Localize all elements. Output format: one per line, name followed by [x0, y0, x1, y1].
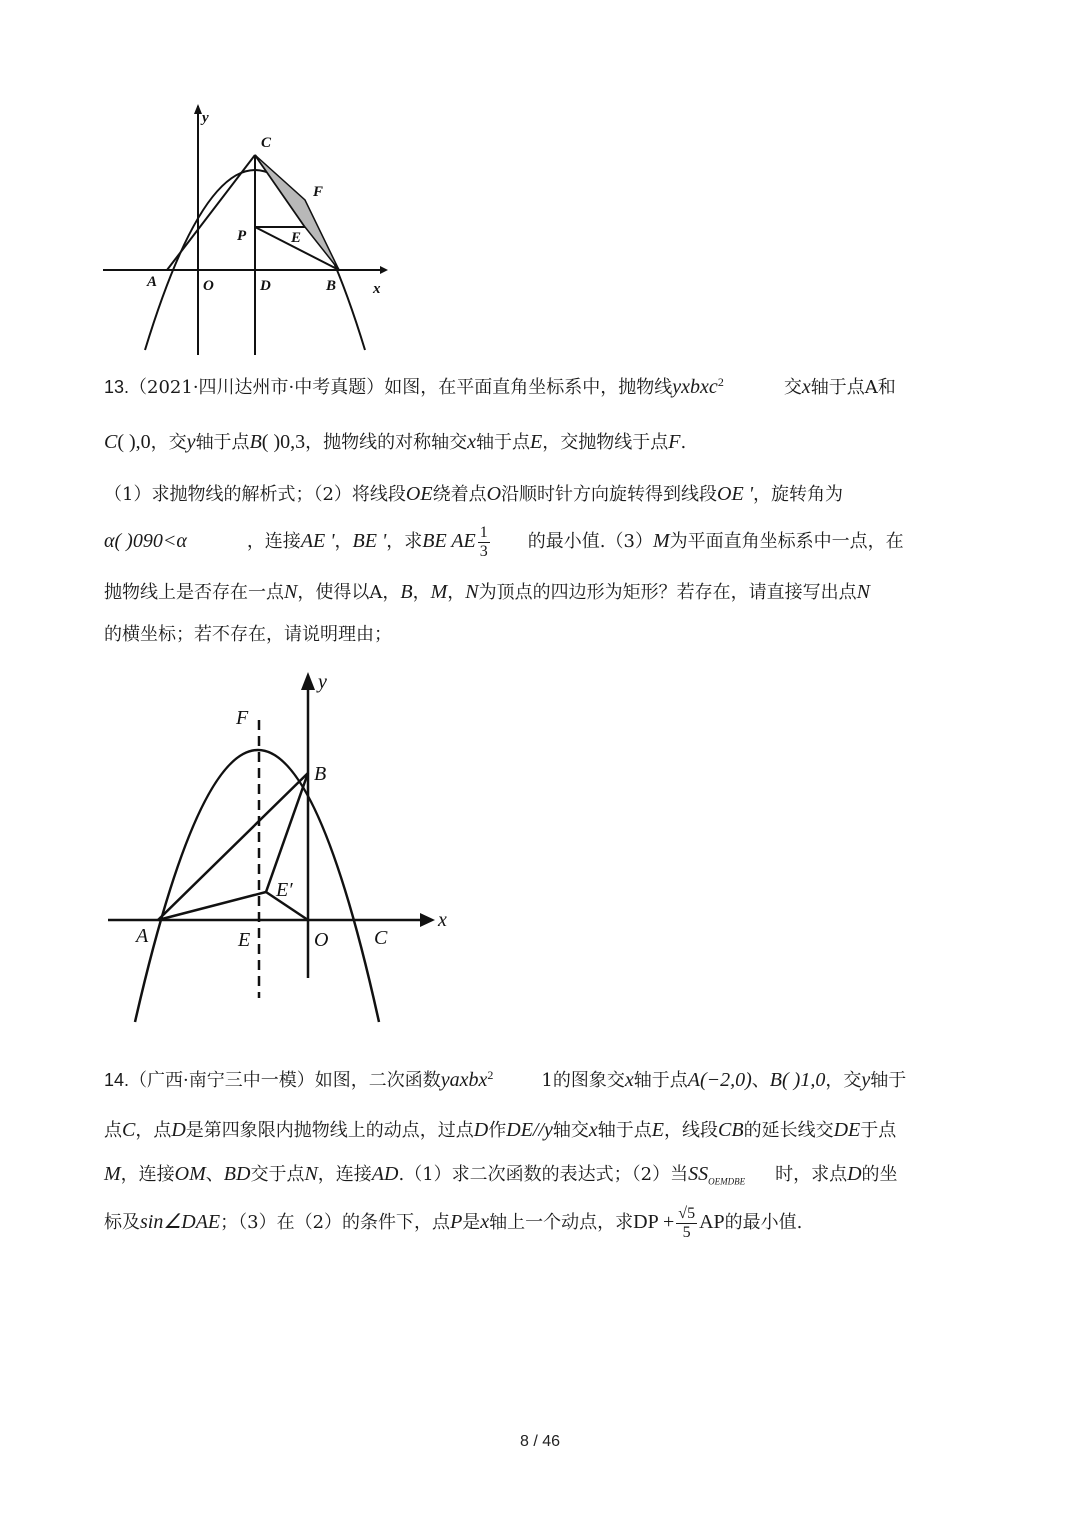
text: 的最小值.（3）: [527, 531, 653, 553]
var: B: [400, 581, 413, 603]
text: 标及: [104, 1212, 140, 1234]
fig2-label-A: A: [136, 925, 149, 947]
var: N: [856, 581, 870, 603]
fig1-label-B: B: [326, 278, 337, 294]
frac-den: 3: [479, 542, 488, 560]
problem-14-line-4: [104, 1205, 984, 1241]
fig2-label-C: C: [374, 927, 388, 949]
point-B: B( )1,0: [769, 1069, 826, 1091]
var: BE ': [352, 530, 387, 553]
expr: AP: [699, 1211, 725, 1234]
text: 轴于点A和: [810, 377, 896, 398]
text: 轴于点: [476, 432, 530, 453]
fig2-label-B: B: [314, 763, 327, 785]
fig2-label-O: O: [314, 929, 329, 951]
var: N: [304, 1163, 318, 1185]
var: OE ': [717, 483, 753, 505]
value: ( )0,3: [261, 431, 306, 453]
expr: BE AE: [422, 530, 476, 553]
var: CB: [718, 1119, 744, 1141]
text: 1的图象交: [541, 1070, 625, 1091]
text: 沿顺时针方向旋转得到线段: [501, 484, 718, 505]
text: ，使得以A，: [297, 582, 401, 603]
page-number: 8 / 46: [519, 1433, 561, 1450]
fig1-label-D: D: [260, 278, 271, 294]
var: OE: [405, 483, 433, 505]
text: 如图，在平面直角坐标系中，抛物线: [384, 377, 673, 398]
value: ( ),0: [117, 431, 151, 453]
formula: yaxbx: [440, 1069, 488, 1091]
var: BD: [223, 1163, 251, 1185]
text: 的横坐标；若不存在，请说明理由；: [104, 624, 392, 645]
expr: DP +: [633, 1211, 675, 1234]
text: .: [680, 432, 687, 453]
fraction-1-3: [478, 524, 490, 560]
text: 如图，二次函数: [314, 1070, 441, 1091]
text: ，连接: [317, 1164, 372, 1185]
text: 于点: [860, 1120, 897, 1141]
var: x: [480, 1211, 490, 1234]
problem-14-line-3: [104, 1162, 984, 1188]
text: 轴于点: [633, 1070, 688, 1091]
fig1-label-P: P: [237, 228, 247, 244]
text: ，连接: [246, 531, 301, 553]
fig2-label-E-prime: E′: [276, 879, 293, 901]
text: ，交: [150, 432, 187, 453]
problem-14-line-2: [104, 1118, 984, 1143]
var: M: [430, 581, 448, 603]
fig2-label-x: x: [438, 909, 447, 931]
var: N: [284, 581, 298, 603]
text: 作: [488, 1120, 507, 1141]
var: x: [624, 1069, 634, 1091]
text: ，: [412, 582, 431, 603]
var: α( )090<α: [104, 530, 187, 553]
var: E: [651, 1119, 665, 1141]
problem-13-source: （2021·四川达州市·中考真题）: [129, 377, 385, 398]
frac-num: 1: [479, 524, 488, 541]
fig2-label-F: F: [236, 707, 249, 729]
text: 的延长线交: [743, 1120, 834, 1141]
problem-13-line-4: [104, 524, 984, 560]
text: （1）求抛物线的解析式；（2）将线段: [104, 484, 406, 505]
var: F: [668, 431, 681, 453]
text: ，点: [135, 1120, 172, 1141]
var: sin∠DAE: [140, 1211, 221, 1234]
text: 点: [104, 1120, 122, 1141]
formula-sup: 2: [487, 1068, 494, 1082]
text: 轴交: [552, 1120, 589, 1141]
fig1-label-x: x: [373, 281, 381, 297]
problem-14-number: 14.: [104, 1070, 130, 1090]
formula: yxbxc: [672, 376, 718, 398]
formula-sup: 2: [717, 375, 724, 389]
text: ，线段: [664, 1120, 719, 1141]
fig1-label-A: A: [147, 274, 158, 290]
fig2-label-y: y: [318, 671, 327, 693]
var: DE: [833, 1119, 861, 1141]
var: D: [847, 1163, 862, 1185]
var: C: [122, 1119, 136, 1141]
text: 为平面直角坐标系中一点，在: [669, 531, 904, 553]
text: 、: [205, 1164, 224, 1185]
var: M: [652, 530, 670, 553]
text: 的最小值.: [724, 1212, 803, 1234]
problem-13-line-3: [104, 482, 984, 507]
var: N: [465, 581, 479, 603]
text: 交于点: [250, 1164, 305, 1185]
text: 轴于点: [597, 1120, 652, 1141]
var: D: [473, 1119, 489, 1141]
text: 轴于: [870, 1070, 907, 1091]
fig2-label-E: E: [238, 929, 251, 951]
text: 抛物线上是否存在一点: [104, 582, 284, 603]
text: 绕着点: [432, 484, 487, 505]
fig1-label-F: F: [313, 184, 324, 200]
problem-13-line-1: [104, 375, 984, 400]
area-sub: OEMDBE: [708, 1176, 746, 1187]
var: D: [171, 1119, 186, 1141]
fig1-label-C: C: [261, 135, 272, 151]
text: 是第四象限内抛物线上的动点，过点: [185, 1120, 474, 1141]
text: ；（3）在（2）的条件下，点: [220, 1212, 451, 1234]
text: ，: [334, 531, 353, 553]
text: ，求: [386, 531, 423, 553]
var: C: [104, 431, 118, 453]
text: 、: [751, 1070, 770, 1091]
figure-2-parabola: [100, 668, 460, 1028]
area-expr: SS: [688, 1163, 709, 1185]
problem-13-number: 13.: [104, 377, 130, 397]
text: 时，求点: [775, 1164, 848, 1185]
text: 为顶点的四边形为矩形？若存在，请直接写出点: [478, 582, 857, 603]
text: 的坐: [861, 1164, 898, 1185]
text: .（1）求二次函数的表达式；（2）当: [398, 1164, 689, 1185]
var: B: [249, 431, 262, 453]
problem-13-line-2: [104, 430, 984, 455]
problem-14-line-1: [104, 1068, 984, 1093]
var: O: [486, 483, 502, 505]
problem-13-line-6: [104, 624, 984, 647]
var: M: [104, 1163, 121, 1185]
text: 交: [783, 377, 802, 398]
point-A: A(−2,0): [687, 1069, 752, 1091]
text: ，抛物线的对称轴交: [305, 432, 468, 453]
shaded-region: [255, 155, 339, 270]
text: 是: [462, 1212, 481, 1234]
text: ，交: [825, 1070, 862, 1091]
fig1-label-E: E: [291, 230, 302, 246]
frac-num: √5: [678, 1205, 696, 1222]
text: ，连接: [120, 1164, 175, 1185]
fig1-label-O: O: [203, 278, 214, 294]
text: ，: [447, 582, 466, 603]
var: P: [450, 1211, 463, 1234]
var: DE//y: [506, 1119, 553, 1141]
problem-13-line-5: [104, 580, 984, 605]
var: OM: [174, 1163, 206, 1185]
fig1-label-y: y: [202, 110, 209, 126]
var: AE ': [300, 530, 335, 553]
var: y: [861, 1069, 871, 1091]
var: x: [467, 431, 476, 453]
text: ，交抛物线于点: [542, 432, 669, 453]
var: AD: [371, 1163, 399, 1185]
text: ，旋转角为: [752, 484, 843, 505]
var: y: [186, 431, 196, 453]
var: x: [801, 376, 811, 398]
var: E: [530, 431, 543, 453]
text: 轴上一个动点，求: [489, 1212, 634, 1234]
fraction-sqrt5-5: [676, 1205, 697, 1241]
var: x: [588, 1119, 598, 1141]
text: 轴于点: [195, 432, 250, 453]
figure-1-parabola: [95, 100, 395, 360]
problem-14-source: （广西·南宁三中一模）: [129, 1070, 315, 1091]
frac-den: 5: [682, 1223, 691, 1241]
